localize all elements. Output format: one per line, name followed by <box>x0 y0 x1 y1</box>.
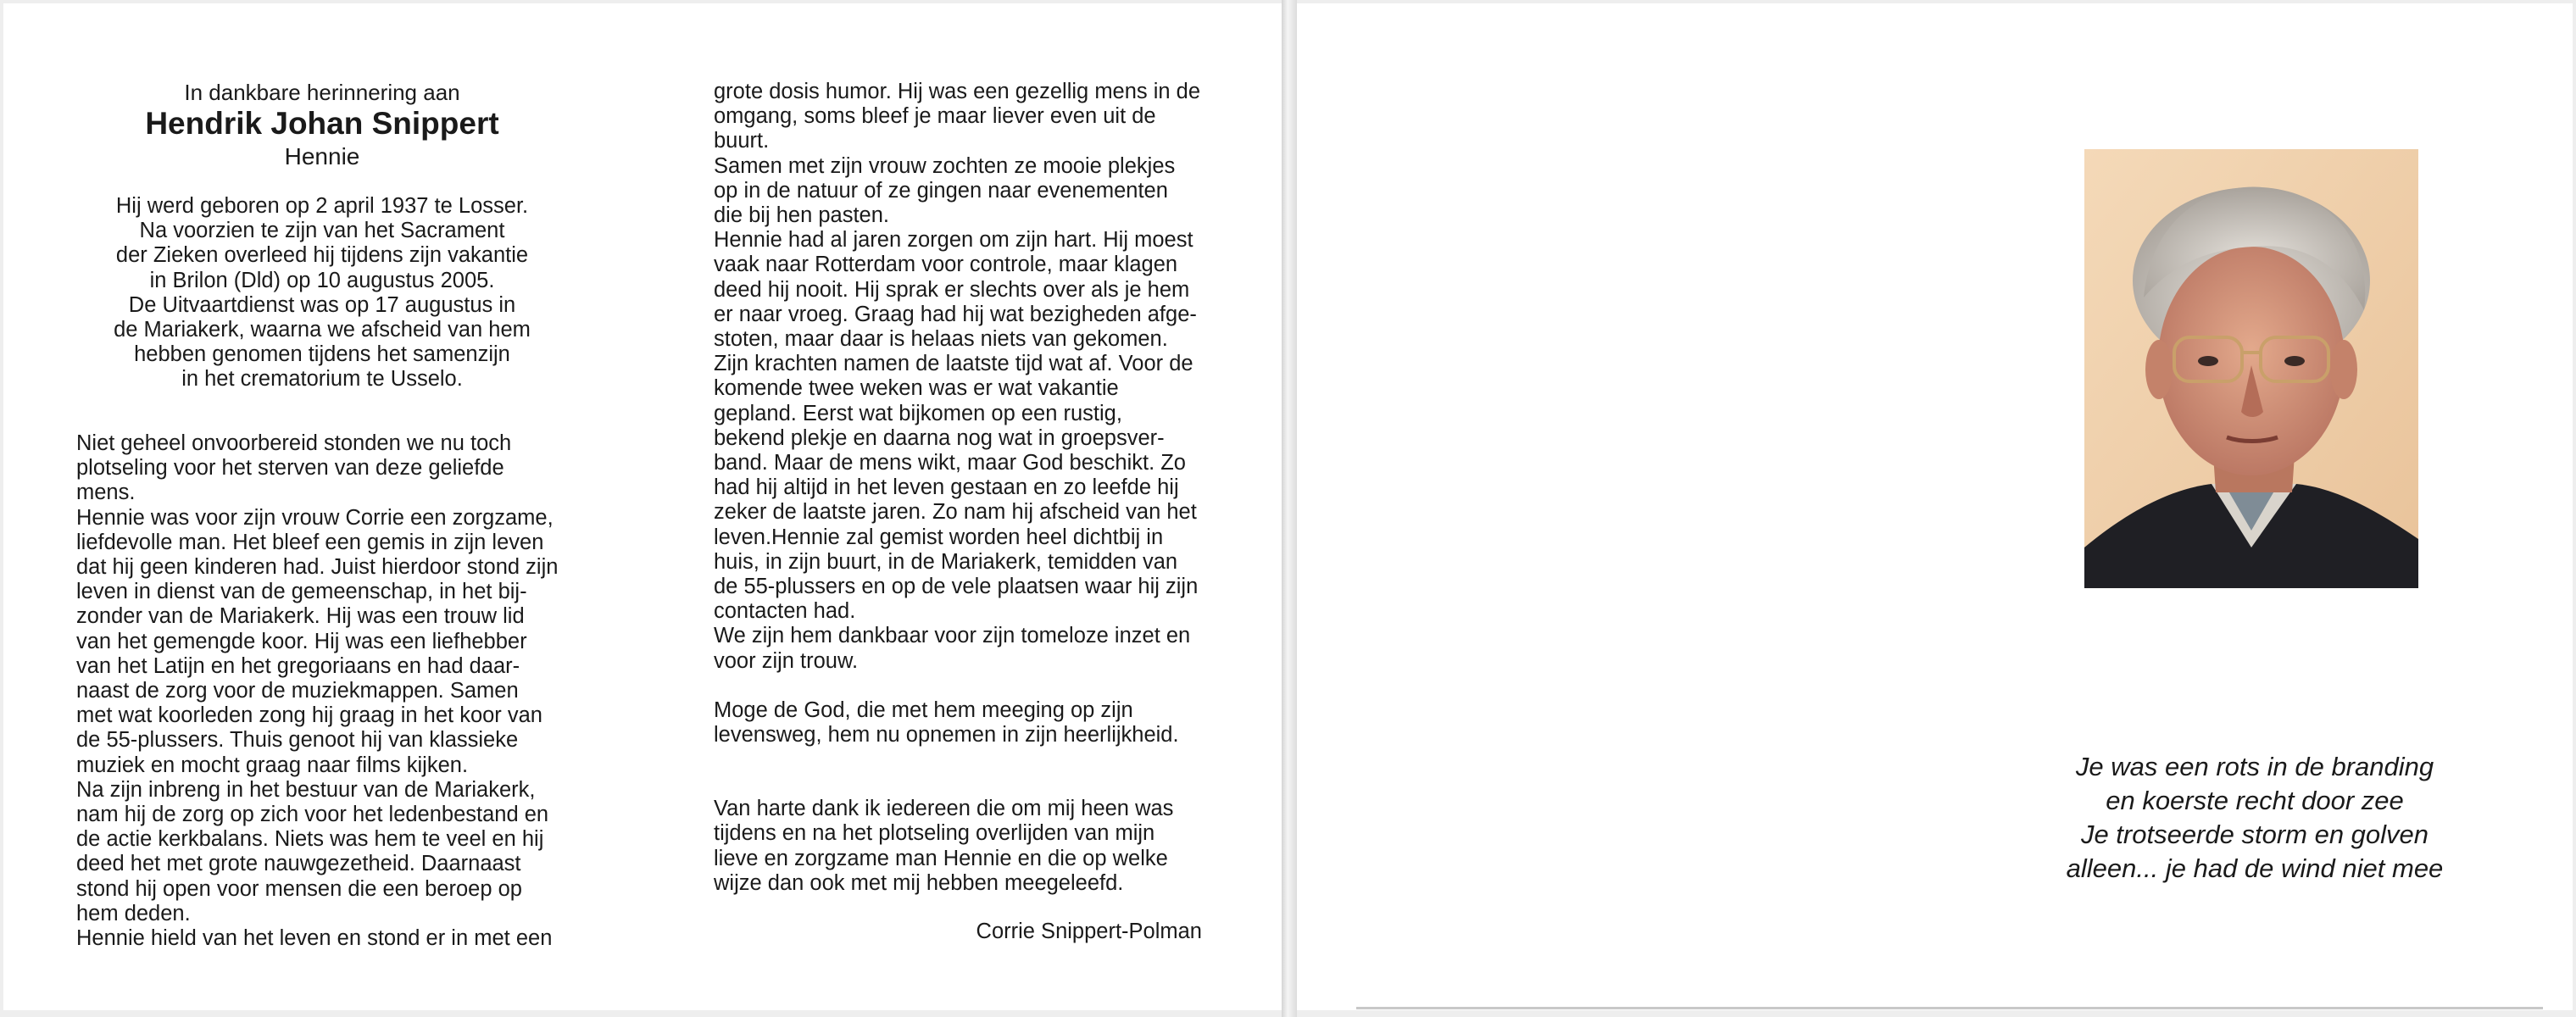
text-line: Niet geheel onvoorbereid stonden we nu toch <box>76 431 512 455</box>
text-line: grote dosis humor. Hij was een gezellig mens in de <box>714 80 1201 103</box>
text-line: voor zijn trouw. <box>714 648 859 673</box>
text-line: de 55-plussers. Thuis genoot hij van klassieke <box>76 728 519 753</box>
text-line: Hennie was voor zijn vrouw Corrie een zorgzame, <box>76 505 554 530</box>
text-line: er naar vroeg. Graag had hij wat bezigheden afge- <box>714 302 1197 326</box>
text-line: stond hij open voor mensen die een beroep op <box>76 876 522 901</box>
text-line: gepland. Eerst wat bijkomen op een rustig, <box>714 401 1122 425</box>
thanks-line: Van harte dank ik iedereen die om mij heen was <box>714 797 1174 821</box>
text-line: leven in dienst van de gemeenschap, in het bij- <box>76 580 527 604</box>
heading-block <box>76 80 568 171</box>
biography-column-b <box>714 80 1202 896</box>
portrait-image <box>2084 149 2418 588</box>
card-edge <box>1356 1007 2543 1009</box>
text-line: met wat koorleden zong hij graag in het koor van <box>76 703 542 728</box>
text-line: leven.Hennie zal gemist worden heel dichtbij in <box>714 525 1164 549</box>
text-line: Samen met zijn vrouw zochten ze mooie plekjes <box>714 153 1176 178</box>
thanks-line: lieve en zorgzame man Hennie en die op welke <box>714 846 1168 870</box>
poem-line: Je trotseerde storm en golven <box>2080 820 2429 849</box>
text-line: band. Maar de mens wikt, maar God beschikt. Zo <box>714 451 1186 475</box>
text-line: Na zijn inbreng in het bestuur van de Mariakerk, <box>76 777 536 802</box>
text-line: Hennie hield van het leven en stond er in met een <box>76 926 553 951</box>
text-line: Zijn krachten namen de laatste tijd wat af. Voor de <box>714 352 1193 376</box>
text-line: vaak naar Rotterdam voor controle, maar klagen <box>714 253 1178 277</box>
text-line: muziek en mocht graag naar films kijken. <box>76 753 469 777</box>
text-line: zonder van de Mariakerk. Hij was een trouw lid <box>76 604 525 629</box>
text-line: komende twee weken was er wat vakantie <box>714 376 1119 401</box>
text-line: huis, in zijn buurt, in de Mariakerk, temidden van <box>714 549 1178 574</box>
bio-line: de Mariakerk, waarna we afscheid van hem <box>114 318 531 342</box>
text-line: liefdevolle man. Het bleef een gemis in zijn leven <box>76 530 544 554</box>
prayer-line: levensweg, hem nu opnemen in zijn heerlijkheid. <box>714 723 1179 747</box>
thanks-line: wijze dan ook met mij hebben meegeleefd. <box>714 870 1124 895</box>
bio-line: der Zieken overleed hij tijdens zijn vakantie <box>115 243 529 268</box>
text-line: hem deden. <box>76 901 191 925</box>
bio-line: Hij werd geboren op 2 april 1937 te Losser. <box>115 194 529 218</box>
text-line: van het Latijn en het gregoriaans en had daar- <box>76 653 520 678</box>
bio-line: in het crematorium te Usselo. <box>181 367 463 392</box>
poem-line: alleen... je had de wind niet mee <box>2066 853 2444 883</box>
text-line: deed het met grote nauwgezetheid. Daarnaast <box>76 852 521 876</box>
text-line: buurt. <box>714 129 770 153</box>
bio-line: in Brilon (Dld) op 10 augustus 2005. <box>149 268 495 292</box>
poem-line: en koerste recht door zee <box>2106 786 2404 815</box>
text-line: die bij hen pasten. <box>714 203 889 228</box>
thanks-line: tijdens en na het plotseling overlijden van mijn <box>714 821 1155 846</box>
biography-column-a <box>76 431 565 951</box>
text-line: contacten had. <box>714 599 856 624</box>
text-line: plotseling voor het sterven van deze geliefde <box>76 456 504 481</box>
bio-line: Na voorzien te zijn van het Sacrament <box>139 219 505 243</box>
text-line: Hennie had al jaren zorgen om zijn hart. Hij moest <box>714 228 1193 253</box>
text-line: de actie kerkbalans. Niets was hem te veel en hij <box>76 827 544 852</box>
signature: Corrie Snippert-Polman <box>976 920 1202 943</box>
text-line: nam hij de zorg op zich voor het ledenbestand en <box>76 803 549 827</box>
poem-line: Je was een rots in de branding <box>2075 752 2434 781</box>
text-line: van het gemengde koor. Hij was een liefhebber <box>76 629 527 653</box>
text-line: had hij altijd in het leven gestaan en zo leefde hij <box>714 475 1179 500</box>
intro-line: In dankbare herinnering aan <box>184 80 460 105</box>
text-line: naast de zorg voor de muziekmappen. Samen <box>76 679 519 703</box>
text-line: de 55-plussers en op de vele plaatsen waar hij zijn <box>714 575 1199 599</box>
text-line: zeker de laatste jaren. Zo nam hij afscheid van het <box>714 500 1197 525</box>
paragraph-gap <box>714 674 1202 698</box>
portrait-photo <box>2084 149 2418 588</box>
text-line: deed hij nooit. Hij sprak er slechts over als je hem <box>714 277 1190 302</box>
text-line: omgang, soms bleef je maar liever even uit de <box>714 104 1156 129</box>
text-line: dat hij geen kinderen had. Juist hierdoor stond zijn <box>76 555 559 580</box>
text-line: bekend plekje en daarna nog wat in groepsver- <box>714 425 1165 450</box>
bio-line: De Uitvaartdienst was op 17 augustus in <box>128 292 516 317</box>
poem <box>2000 750 2509 886</box>
text-line: mens. <box>76 481 136 505</box>
paragraph-gap <box>714 747 1202 797</box>
text-line: stoten, maar daar is helaas niets van gekomen. <box>714 327 1168 352</box>
text-line: op in de natuur of ze gingen naar evenementen <box>714 178 1168 203</box>
biography-intro <box>76 194 568 392</box>
bio-line: hebben genomen tijdens het samenzijn <box>134 342 510 367</box>
deceased-name: Hendrik Johan Snippert <box>145 106 499 141</box>
text-line: We zijn hem dankbaar voor zijn tomeloze inzet en <box>714 624 1191 648</box>
prayer-line: Moge de God, die met hem meeging op zijn <box>714 697 1133 722</box>
deceased-nickname: Hennie <box>284 143 360 170</box>
card-fold <box>1282 0 1297 1017</box>
